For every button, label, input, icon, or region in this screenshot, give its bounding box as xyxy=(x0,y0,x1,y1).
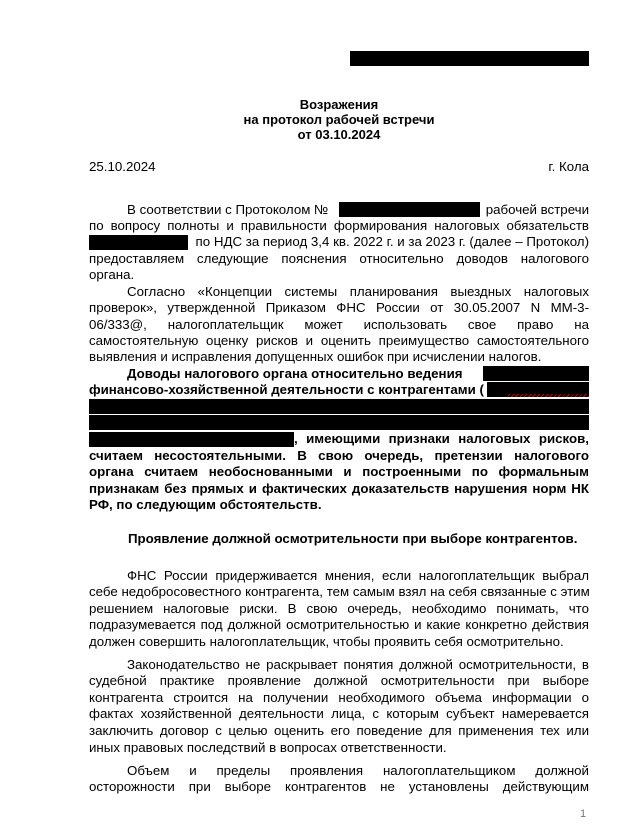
p1-text: В соответствии с Протоколом № xyxy=(127,202,329,217)
p4-line-1: ФНС России придерживается мнения, если налогоплательщик выбрал xyxy=(127,568,589,583)
p1-line-5: органа. xyxy=(89,267,135,282)
title-line-2: на протокол рабочей встречи xyxy=(243,112,435,127)
date-city-row xyxy=(89,159,589,176)
p4-line-2: себе недобросовестного контрагента, тем самым взял на себя связанные с этим xyxy=(89,584,590,599)
p6-line-1: Объем и пределы проявления налогоплательщиком должной xyxy=(127,763,589,778)
section-heading: Проявление должной осмотрительности при выборе контрагентов. xyxy=(128,531,578,546)
p2-line-2: проверок», утвержденной Приказом ФНС России от 30.05.2007 N ММ-3- xyxy=(89,300,589,315)
p5-line-6: иных правовых последствий в вопросах ответственности. xyxy=(89,740,447,755)
p5-line-2: судебной практике проявление должной осмотрительности при выборе xyxy=(89,673,589,688)
redacted-protocol-number xyxy=(339,202,480,217)
redacted-counterparties-2 xyxy=(89,399,589,414)
p5-line-5: заключить договор с целью оценить его поведение для применения тех или xyxy=(89,723,589,738)
p5-line-3: контрагента строится на получении необходимого объема информации о xyxy=(89,690,589,705)
p1-line-2: по вопросу полноты и правильности формирования налоговых обязательств xyxy=(89,218,589,233)
p3-line-2: финансово-хозяйственной деятельности с контрагентами ( xyxy=(89,382,484,397)
page-number: 1 xyxy=(580,808,587,820)
p1-line-4: предоставляем следующие пояснения относительно доводов налогового xyxy=(89,251,589,266)
p4-line-4: подразумевается под должной осмотрительностью и какие конкретно действия xyxy=(89,617,589,632)
p3-line-5: , имеющими признаки налоговых рисков, xyxy=(294,431,589,446)
p2-line-3: 06/333@, налогоплательщик может использовать свое право на xyxy=(89,317,589,332)
p3-line-6: считаем несостоятельными. В свою очередь, претензии налогового xyxy=(89,448,589,463)
document-date: 25.10.2024 xyxy=(89,159,156,174)
p1-line-3: по НДС за период 3,4 кв. 2022 г. и за 2023 г. (далее – Протокол) xyxy=(195,234,589,249)
title-line-3: от 03.10.2024 xyxy=(297,127,381,142)
p6-line-2: осторожности при выборе контрагентов не установлены действующим xyxy=(89,779,589,794)
p2-line-4: самостоятельную оценку рисков и оценить преимущество самостоятельного xyxy=(89,333,589,348)
p4-line-5: должен совершить налогоплательщик, чтобы проявить себя осмотрительно. xyxy=(89,634,564,649)
p2-line-1: Согласно «Концепции системы планирования выездных налоговых xyxy=(127,284,589,299)
p3-line-1: Доводы налогового органа относительно ведения xyxy=(127,366,463,381)
p3-line-7: органа считаем необоснованными и построенными по формальным xyxy=(89,464,589,479)
spellcheck-underline xyxy=(508,394,589,397)
p5-line-4: фактах хозяйственной деятельности лица, с которым субъект намеревается xyxy=(89,706,589,721)
p2-line-5: выявления и исправления допущенных ошибок при исчислении налогов. xyxy=(89,349,542,364)
document-city: г. Кола xyxy=(548,159,589,174)
redacted-taxpayer xyxy=(483,366,589,381)
p4-line-3: решением налоговые риски. В свою очередь, необходимо понимать, что xyxy=(89,601,589,616)
p1-text: рабочей встречи xyxy=(485,202,589,217)
redacted-addressee xyxy=(350,51,589,66)
redacted-counterparties-3 xyxy=(89,415,589,430)
redacted-counterparties-4 xyxy=(89,432,294,447)
p3-line-8: признакам без прямых и фактических доказательств нарушения норм НК xyxy=(89,481,589,496)
title-line-1: Возражения xyxy=(299,97,379,112)
p3-line-9: РФ, по следующим обстоятельств. xyxy=(89,497,322,512)
document-title xyxy=(0,97,632,142)
p5-line-1: Законодательство не раскрывает понятия должной осмотрительности, в xyxy=(127,657,589,672)
